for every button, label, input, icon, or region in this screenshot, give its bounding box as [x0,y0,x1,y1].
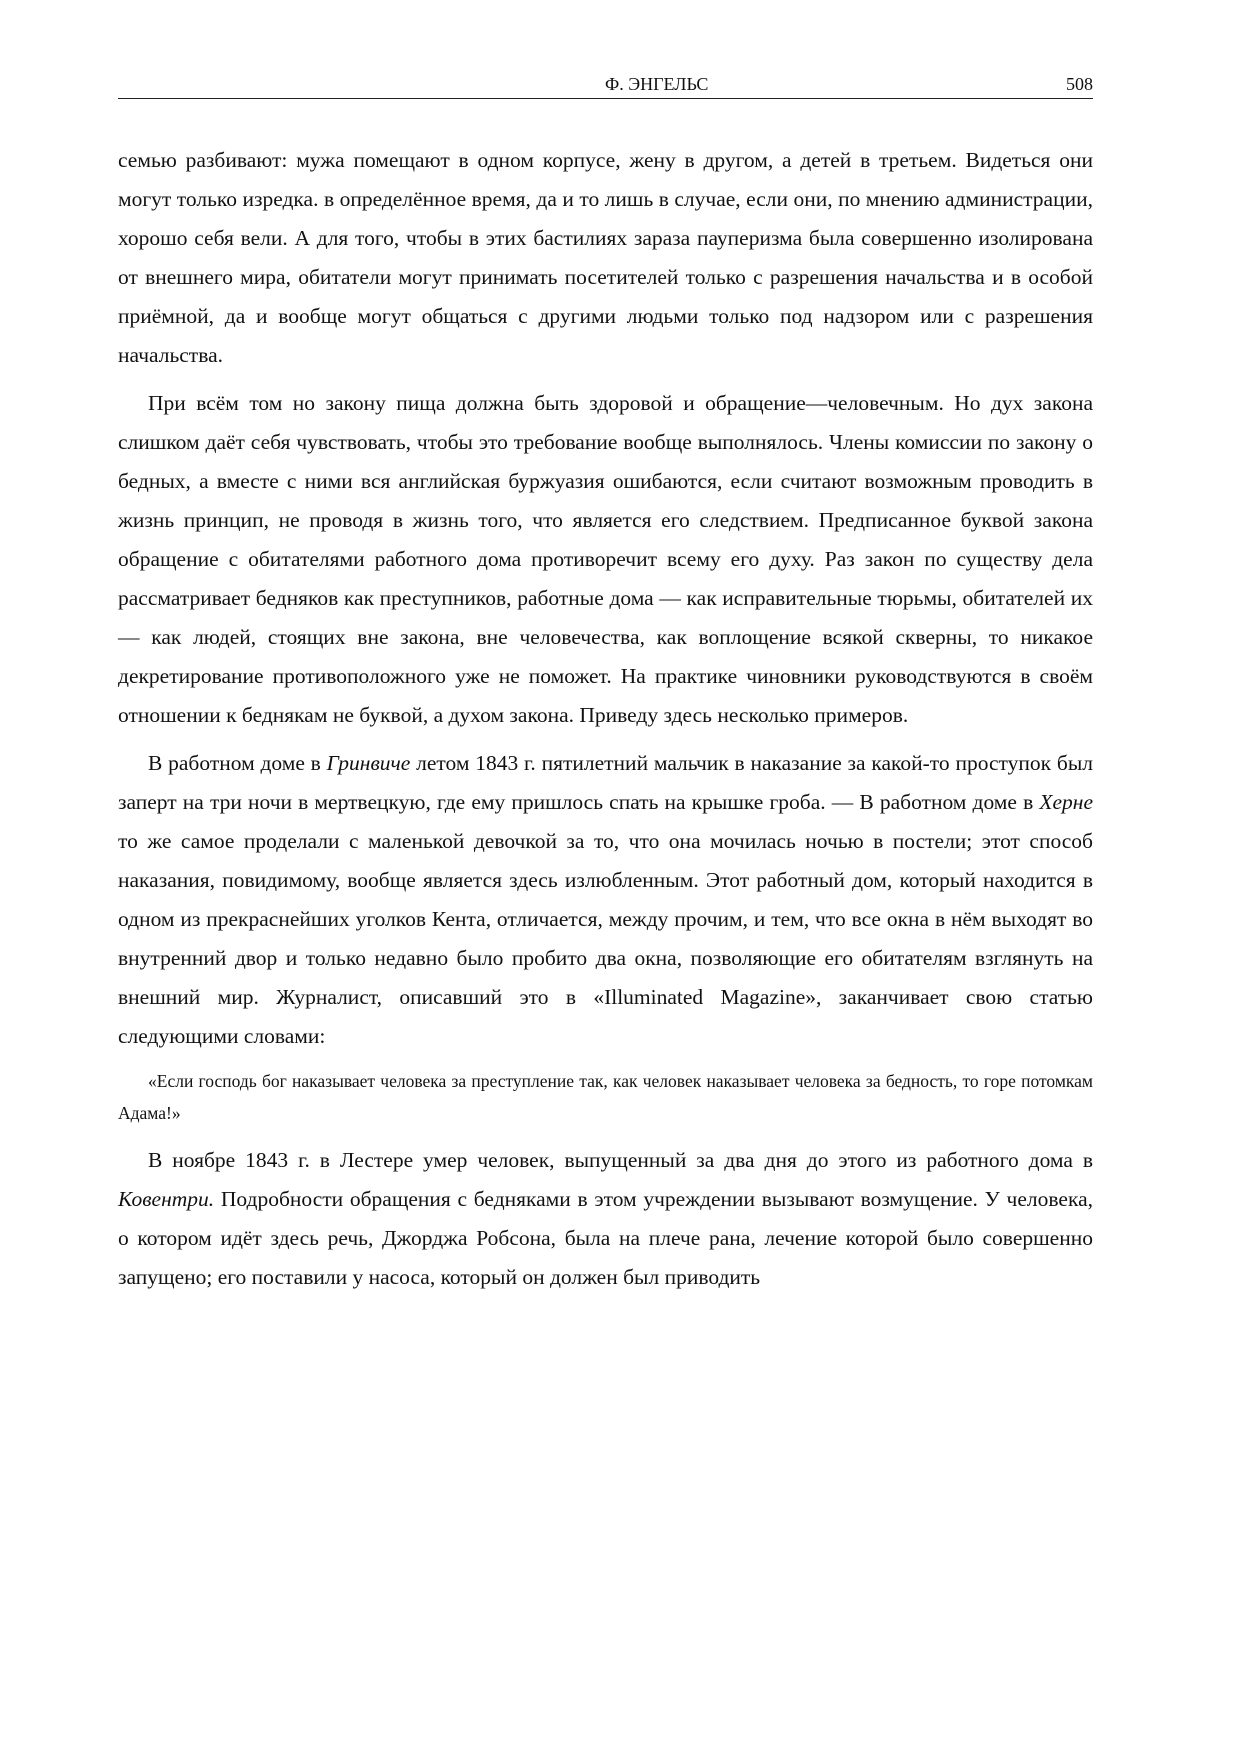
text-run: При всём том но закону пища должна быть здоровой и обращение—человечным. Но дух закона слишком даёт себя чувствовать, чтобы это требование вообще выполнялось. Члены комиссии по закону о бедных, а вместе с ними вся английская буржуазия ошибаются, если считают возможным проводить в жизнь принцип, не проводя в жизнь того, что является его следствием. Предписанное буквой закона обращение с обитателями работного дома противоречит всему его духу. Раз закон по существу дела рассматривает бедняков как преступников, работные дома — как исправительные тюрьмы, обитателей их— как людей, стоящих вне закона, вне человечества, как воплощение всякой скверны, то никакое декретирование противоположного уже не поможет. На практике чиновники руководствуются в своём отношении к беднякам не буквой, а духом закона. Приведу здесь несколько примеров. [118,391,1093,727]
place-name-greenwich: Гринвиче [326,751,411,775]
place-name-herne: Херне [1039,790,1093,814]
text-run: летом 1843 г. пятилетний мальчик в наказание за какой-то проступок был заперт на три ночи в мертвецкую, где ему пришлось спать на крышке гроба. — В работном доме в [118,751,1094,814]
block-quote: «Если господь бог наказывает человека за преступление так, как человек наказывает человека за бедность, то горе потомкам Адама!» [118,1071,1093,1123]
text-run: В работном доме в [148,751,327,775]
text-run: Подробности обращения с бедняками в этом учреждении вызывают возмущение. У человека, о котором идёт здесь речь, Джорджа Робсона, была на плече рана, лечение которой было совершенно запущено; его поставили у насоса, который он должен был приводить [118,1187,1093,1289]
running-head-author: Ф. ЭНГЕЛЬС [605,74,709,94]
page-number: 508 [1066,74,1093,94]
place-name-coventry: Ковентри. [118,1187,215,1211]
paragraph-2 [118,384,1093,735]
paragraph-4 [118,1141,1093,1297]
text-run: семью разбивают: мужа помещают в одном корпусе, жену в другом, а детей в третьем. Видеться они могут только изредка. в определённое время, да и то лишь в случае, если они, по мнению администрации, хорошо себя вели. А для того, чтобы в этих бастилиях зараза пауперизма была совершенно изолирована от внешнего мира, обитатели могут принимать посетителей только с разрешения начальства и в особой приёмной, да и вообще могут общаться с другими людьми только под надзором или с разрешения начальства. [118,148,1093,367]
text-run: то же самое проделали с маленькой девочкой за то, что она мочилась ночью в постели; этот способ наказания, повидимому, вообще является здесь излюбленным. Этот работный дом, который находится в одном из прекраснейших уголков Кента, отличается, между прочим, и тем, что все окна в нём выходят во внутренний двор и только недавно было пробито два окна, позволяющие его обитателям взглянуть на внешний мир. Журналист, описавший это в «Illuminated Magazine», заканчивает свою статью следующими словами: [118,829,1093,1048]
text-run: В ноябре 1843 г. в Лестере умер человек, выпущенный за два дня до этого из работного дома в [148,1148,1093,1172]
body-text [118,141,1093,1306]
running-header [118,74,1093,99]
paragraph-1 [118,141,1093,375]
paragraph-3 [118,744,1093,1056]
